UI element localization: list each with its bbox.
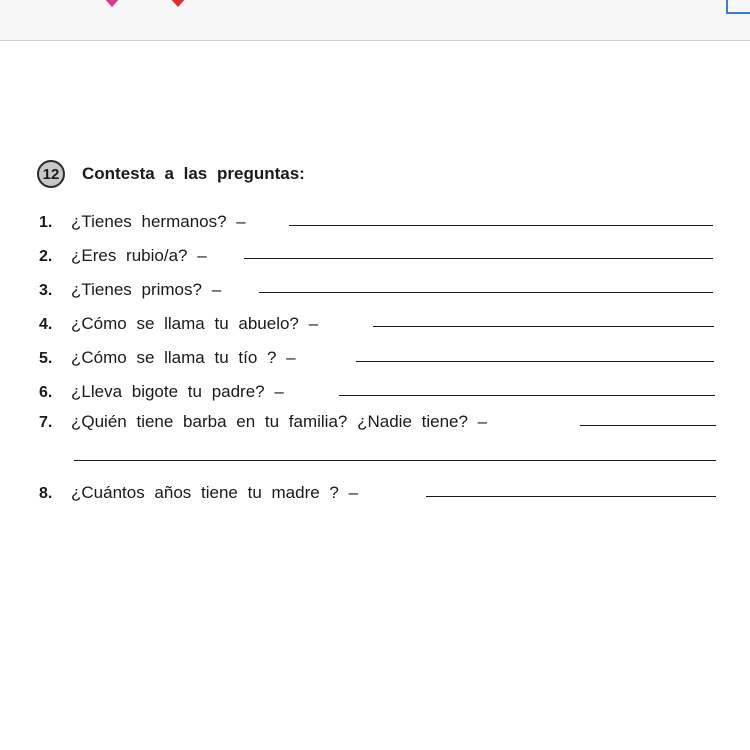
exercise-title: Contesta a las preguntas:	[82, 164, 305, 183]
question-item	[39, 244, 207, 266]
answer-line[interactable]	[289, 225, 713, 226]
answer-line[interactable]	[356, 361, 714, 362]
question-number: 5.	[39, 350, 53, 367]
question-text: ¿Quién tiene barba en tu familia? ¿Nadie tiene? –	[71, 412, 488, 431]
question-text: ¿Cómo se llama tu tío ? –	[71, 348, 296, 367]
question-number: 1.	[39, 214, 53, 231]
question-text: ¿Eres rubio/a? –	[71, 246, 207, 265]
question-number: 2.	[39, 248, 53, 265]
answer-line[interactable]	[244, 258, 713, 259]
red-heart-icon[interactable]	[167, 0, 189, 8]
question-number: 4.	[39, 316, 53, 333]
exercise-heading	[37, 159, 305, 189]
top-toolbar	[0, 0, 750, 41]
question-number: 7.	[39, 414, 53, 431]
question-item	[39, 210, 246, 232]
worksheet-page	[0, 41, 750, 750]
exercise-number-badge: 12	[37, 160, 65, 188]
selection-frame[interactable]	[726, 0, 750, 14]
answer-line[interactable]	[339, 395, 715, 396]
question-item	[39, 278, 221, 300]
question-item	[39, 312, 318, 334]
question-text: ¿Tienes hermanos? –	[71, 212, 246, 231]
question-text: ¿Cuántos años tiene tu madre ? –	[71, 483, 359, 502]
pink-heart-icon[interactable]	[101, 0, 123, 8]
answer-line[interactable]	[373, 326, 714, 327]
answer-line-continuation[interactable]	[74, 460, 716, 461]
question-number: 3.	[39, 282, 53, 299]
question-number: 6.	[39, 384, 53, 401]
question-text: ¿Lleva bigote tu padre? –	[71, 382, 284, 401]
question-item	[39, 481, 358, 503]
question-number: 8.	[39, 485, 53, 502]
question-text: ¿Tienes primos? –	[71, 280, 222, 299]
question-item	[39, 346, 296, 368]
question-text: ¿Cómo se llama tu abuelo? –	[71, 314, 319, 333]
answer-line[interactable]	[580, 425, 716, 426]
question-item	[39, 410, 487, 432]
question-item	[39, 380, 284, 402]
answer-line[interactable]	[426, 496, 716, 497]
answer-line[interactable]	[259, 292, 713, 293]
